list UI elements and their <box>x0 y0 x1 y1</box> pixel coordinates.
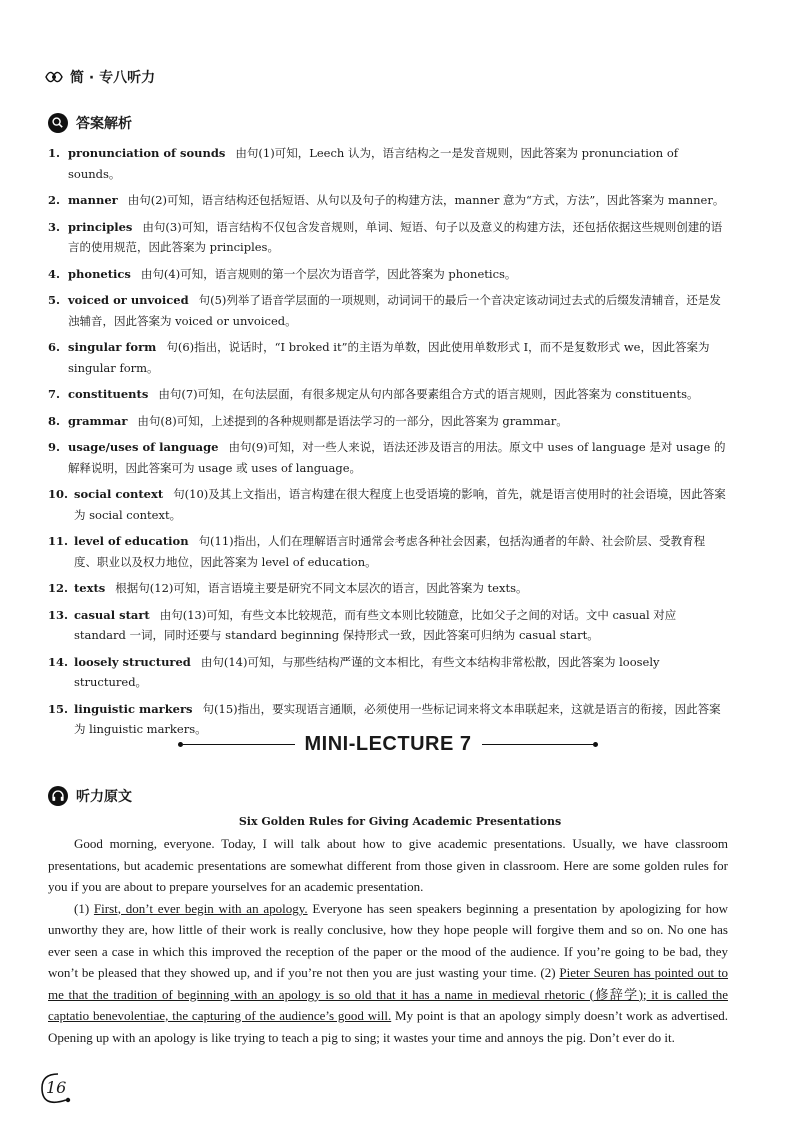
underlined-sentence: Pieter Seuren has pointed out to me that the tradition of beginning with an apology is so old that it has a name in medieval rhetoric (修辞学); it is called the captatio benevolentiae, the capturing of the audience’s good will. <box>48 965 729 1023</box>
answer-term: linguistic markers <box>74 701 193 716</box>
answer-item <box>48 217 728 258</box>
answer-item <box>48 578 728 599</box>
transcript-body <box>48 833 728 1048</box>
answer-explanation: 句(10)及其上文指出，语言构建在很大程度上也受语境的影响，首先，就是语言使用时的社会语境，因此答案为 social context。 <box>74 487 726 522</box>
answer-number: 12. <box>48 581 69 595</box>
answer-term: social context <box>74 487 164 501</box>
answer-list <box>48 143 728 746</box>
answer-explanation: 由句(7)可知，在句法层面，有很多规定从句内部各要素组合方式的语言规则，因此答案为 constituents。 <box>158 387 699 401</box>
answer-explanation: 由句(4)可知，语言规则的第一个层次为语音学，因此答案为 phonetics。 <box>140 266 517 281</box>
answer-explanation: 句(11)指出，人们在理解语言时通常会考虑各种社会因素，包括沟通者的年龄、社会阶层、受教育程度、职业以及权力地位，因此答案为 level of education。 <box>74 534 706 569</box>
answer-item <box>48 143 728 184</box>
answer-section-heading <box>48 113 132 133</box>
article-title: Six Golden Rules for Giving Academic Presentations <box>238 815 562 828</box>
answer-explanation: 由句(14)可知，与那些结构严谨的文本相比，有些文本结构非常松散，因此答案为 loosely structured。 <box>74 654 660 689</box>
answer-term: texts <box>74 581 106 595</box>
answer-number: 10. <box>48 487 69 501</box>
mini-lecture-banner <box>178 730 598 758</box>
transcript-section-heading <box>48 786 132 806</box>
header-title: 简 · 专八听力 <box>70 70 156 86</box>
sentence-label: (1) <box>74 900 90 916</box>
answer-item <box>48 290 728 331</box>
answer-term: grammar <box>68 413 128 428</box>
answer-number: 1. <box>48 146 61 160</box>
answer-explanation: 由句(3)可知，语言结构不仅包含发音规则，单词、短语、句子以及意义的构建方法，还包括依据这些规则创建的语言的使用规范，因此答案为 principles。 <box>68 219 723 254</box>
answer-number: 5. <box>48 293 61 307</box>
answer-number: 15. <box>48 701 69 716</box>
answer-number: 4. <box>48 266 61 281</box>
answer-explanation: 句(6)指出，说话时，“I broked it”的主语为单数，因此使用单数形式 I，而不是复数形式 we，因此答案为 singular form。 <box>68 340 710 375</box>
answer-explanation: 由句(13)可知，有些文本比较规范，而有些文本则比较随意，比如父子之间的对话。文中 casual 对应 standard 一词，同时还要与 standard beginning 保持形式一致，因此答案可归纳为 casual start。 <box>74 607 677 642</box>
banner-dot <box>593 742 598 747</box>
page-number: 16 <box>46 1078 67 1097</box>
answer-number: 8. <box>48 413 61 428</box>
transcript-section-title: 听力原文 <box>76 789 132 805</box>
running-header <box>44 64 155 90</box>
answer-term: casual start <box>74 607 150 622</box>
paragraph: Good morning, everyone. Today, I will talk about how to give academic presentations. Usually, we have classroom presentations, but academic presentations are somewhat different from those given in classroom. Here are some golden rules for you if you are about to prepare yourselves for an academic presentation. <box>48 836 728 894</box>
answer-item <box>48 652 728 693</box>
banner-rule <box>183 744 295 745</box>
answer-term: loosely structured <box>74 654 191 669</box>
answer-item <box>48 384 728 405</box>
answer-number: 11. <box>48 534 69 548</box>
answer-term: level of education <box>74 534 189 548</box>
answer-explanation: 句(15)指出，要实现语言通顺，必须使用一些标记词来将文本串联起来，这就是语言的衔接，因此答案为 linguistic markers。 <box>74 701 721 736</box>
answer-number: 14. <box>48 654 69 669</box>
answer-term: constituents <box>68 387 149 401</box>
answer-item <box>48 264 728 285</box>
answer-explanation: 句(5)列举了语音学层面的一项规则，动词词干的最后一个音决定该动词过去式的后缀发清辅音，还是发浊辅音，因此答案为 voiced or unvoiced。 <box>68 293 721 328</box>
answer-term: voiced or unvoiced <box>68 293 189 307</box>
mini-lecture-title: MINI-LECTURE 7 <box>304 732 472 755</box>
answer-explanation: 由句(2)可知，语言结构还包括短语、从句以及句子的构建方法，manner 意为“方式，方法”，因此答案为 manner。 <box>127 193 725 207</box>
answer-number: 6. <box>48 340 61 354</box>
answer-item <box>48 411 728 432</box>
answer-number: 13. <box>48 607 69 622</box>
answer-number: 9. <box>48 440 61 454</box>
answer-item <box>48 484 728 525</box>
answer-explanation: 由句(8)可知，上述提到的各种规则都是语法学习的一部分，因此答案为 grammar。 <box>137 413 568 428</box>
answer-section-title: 答案解析 <box>76 116 132 132</box>
answer-term: pronunciation of sounds <box>68 146 226 160</box>
answer-term: phonetics <box>68 266 131 281</box>
answer-term: singular form <box>68 340 157 354</box>
sentence-label: (2) <box>540 965 556 980</box>
answer-item <box>48 437 728 478</box>
answer-explanation: 由句(9)可知，对一些人来说，语法还涉及语言的用法。原文中 uses of language 是对 usage 的解释说明，因此答案可为 usage 或 uses of language。 <box>68 440 726 475</box>
answer-item <box>48 337 728 378</box>
answer-number: 2. <box>48 193 61 207</box>
answer-number: 7. <box>48 387 61 401</box>
answer-term: usage/uses of language <box>68 440 219 454</box>
answer-term: principles <box>68 219 133 234</box>
answer-number: 3. <box>48 219 61 234</box>
banner-rule <box>482 744 594 745</box>
answer-explanation: 根据句(12)可知，语言语境主要是研究不同文本层次的语言，因此答案为 texts。 <box>115 581 528 595</box>
page-number-badge <box>36 1070 76 1106</box>
paragraph <box>48 898 728 1049</box>
paragraph-text: My point is that an apology simply doesn’t work as advertised. Opening up with an apology is like trying to teach a pig to sing; it wastes your time and annoys the pig. Don’t ever do it. <box>48 1008 729 1045</box>
answer-item <box>48 190 728 211</box>
underlined-sentence: First, don’t ever begin with an apology. <box>93 900 308 916</box>
book-logo-icon <box>44 67 64 87</box>
magnifier-icon <box>48 113 68 133</box>
paragraph-text: Everyone has seen speakers beginning a presentation by apologizing for how unworthy they are, how little of their work is really conclusive, how they hope people will forgive them and so on. No one has ever seen a case in which this improved the reception of the paper or the mood of the audience. If you’re going to be bad, they won’t be pleased that they showed up, and if you’re not then you are just wasting your time. <box>48 900 729 980</box>
answer-term: manner <box>68 193 118 207</box>
answer-item <box>48 605 728 646</box>
headphones-icon <box>48 786 68 806</box>
answer-explanation: 由句(1)可知，Leech 认为，语言结构之一是发音规则，因此答案为 pronunciation of sounds。 <box>68 146 679 181</box>
answer-item <box>48 531 728 572</box>
